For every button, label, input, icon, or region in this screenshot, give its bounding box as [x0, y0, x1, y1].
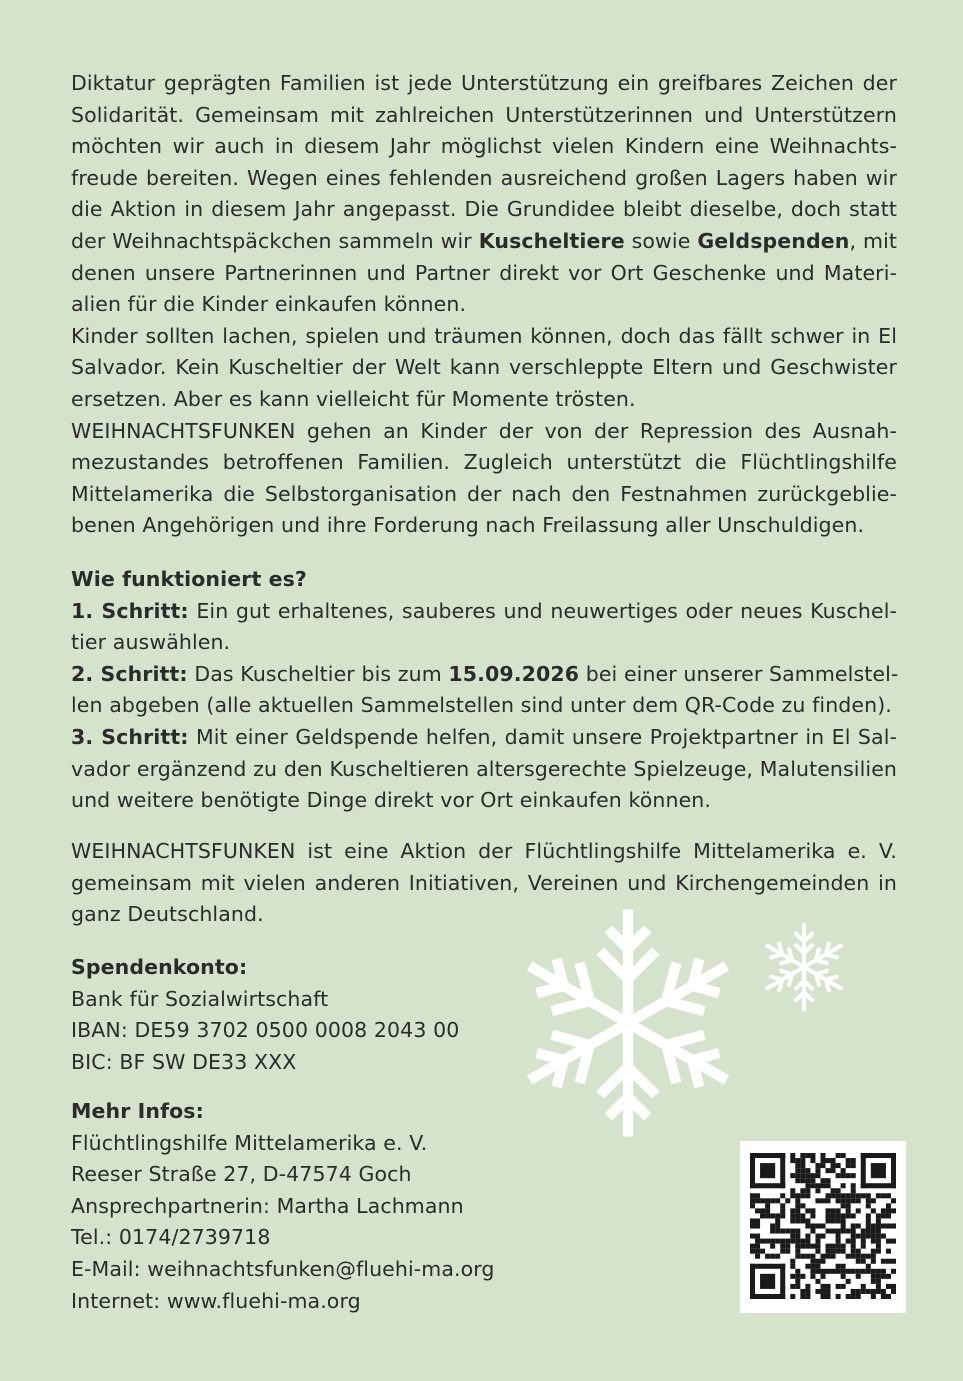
- step-2: [71, 659, 897, 691]
- snowflake-icon: [758, 921, 850, 1013]
- address: Reeser Straße 27, D-47574 Goch: [71, 1162, 412, 1187]
- para3-line: mezustandes betroffenen Familien. Zugleich unterstützt die Flüchtlingshilfe: [71, 450, 897, 475]
- snowflake-icon: [512, 907, 744, 1139]
- intro-line: Diktatur geprägten Familien ist jede Unterstützung ein greifbares Zeichen der: [71, 71, 897, 95]
- step-3-text: Mit einer Geldspende helfen, damit unsere Projektpartner in El Sal-: [188, 724, 898, 749]
- intro-line: alien für die Kinder einkaufen können.: [71, 292, 467, 317]
- step-2-cont: len abgeben (alle aktuellen Sammelstellen sind unter dem QR-Code zu finden).: [71, 693, 892, 718]
- para3-line: Mittelamerika die Selbstorganisation der nach den Festnahmen zurückgeblie-: [71, 481, 897, 506]
- step-3: [71, 722, 897, 754]
- para3-line: WEIHNACHTSFUNKEN gehen an Kinder der von der Repression des Ausnah-: [71, 418, 897, 443]
- highlight-geldspenden: Geldspenden: [697, 228, 850, 253]
- step-3-cont: und weitere benötigte Dinge direkt vor Ort einkaufen können.: [71, 788, 711, 813]
- org-name: Flüchtlingshilfe Mittelamerika e. V.: [71, 1130, 428, 1155]
- steps-heading: Wie funktioniert es?: [71, 567, 307, 591]
- step-2-text: Das Kuscheltier bis zum: [187, 661, 449, 686]
- step-2-date: 15.09.2026: [448, 661, 580, 686]
- steps-section: [71, 564, 897, 817]
- about-line: WEIHNACHTSFUNKEN ist eine Aktion der Flüchtlingshilfe Mittelamerika e. V.: [71, 839, 897, 863]
- intro-text-part: sowie: [624, 228, 698, 253]
- qr-code[interactable]: [740, 1141, 906, 1313]
- email-link[interactable]: E-Mail: weihnachtsfunken@fluehi-ma.org: [71, 1256, 495, 1281]
- para2-line: Salvador. Kein Kuscheltier der Welt kann verschleppte Eltern und Geschwister: [71, 355, 897, 380]
- para2-line: ersetzen. Aber es kann vielleicht für Momente trösten.: [71, 386, 636, 411]
- step-1-text: Ein gut erhaltenes, sauberes und neuwertiges oder neues Kuschel-: [188, 598, 897, 623]
- step-2-label: 2. Schritt:: [71, 661, 188, 686]
- about-section: [71, 836, 897, 931]
- about-line: ganz Deutschland.: [71, 902, 264, 927]
- bic: BIC: BF SW DE33 XXX: [71, 1049, 297, 1074]
- infos-heading: Mehr Infos:: [71, 1099, 204, 1123]
- account-heading: Spendenkonto:: [71, 955, 248, 979]
- step-2-text: bei einer unserer Sammelstel-: [579, 661, 899, 686]
- para3-line: benen Angehörigen und ihre Forderung nach Freilassung aller Unschuldigen.: [71, 513, 865, 538]
- website-link[interactable]: Internet: www.fluehi-ma.org: [71, 1288, 361, 1313]
- intro-text-part: , mit: [849, 228, 898, 253]
- intro-line: denen unsere Partnerinnen und Partner direkt vor Ort Geschenke und Materi-: [71, 260, 897, 285]
- para2-line: Kinder sollten lachen, spielen und träumen können, doch das fällt schwer in El: [71, 323, 897, 348]
- step-1-cont: tier auswählen.: [71, 630, 231, 655]
- qr-code-pattern: [750, 1153, 896, 1299]
- intro-line: die Aktion in diesem Jahr angepasst. Die Grundidee bleibt dieselbe, doch statt: [71, 197, 897, 222]
- intro-text: [71, 68, 897, 542]
- contact-person: Ansprechpartnerin: Martha Lachmann: [71, 1193, 464, 1218]
- step-1-label: 1. Schritt:: [71, 598, 189, 623]
- about-line: gemeinsam mit vielen anderen Initiativen, Vereinen und Kirchengemeinden in: [71, 870, 897, 895]
- step-1: [71, 596, 897, 628]
- phone: Tel.: 0174/2739718: [71, 1225, 271, 1250]
- bank-name: Bank für Sozialwirtschaft: [71, 986, 329, 1011]
- step-3-label: 3. Schritt:: [71, 724, 189, 749]
- intro-line: Solidarität. Gemeinsam mit zahlreichen Unterstützerinnen und Unterstützern: [71, 102, 897, 127]
- intro-text-part: der Weihnachtspäckchen sammeln wir: [71, 228, 479, 253]
- intro-line-highlight: [71, 226, 897, 258]
- step-3-cont: vador ergänzend zu den Kuscheltieren altersgerechte Spielzeuge, Malutensilien: [71, 756, 897, 781]
- intro-line: freude bereiten. Wegen eines fehlenden ausreichend großen Lagers haben wir: [71, 165, 897, 190]
- iban: IBAN: DE59 3702 0500 0008 2043 00: [71, 1018, 460, 1043]
- intro-line: möchten wir auch in diesem Jahr möglichst vielen Kindern eine Weihnachts-: [71, 134, 897, 159]
- highlight-kuscheltiere: Kuscheltiere: [478, 228, 625, 253]
